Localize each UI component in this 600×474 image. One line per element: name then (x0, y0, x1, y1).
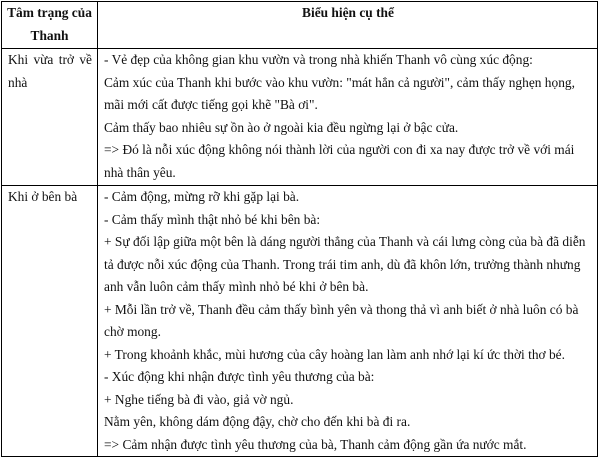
content-line: + Sự đối lập giữa một bên là dáng người thẳng của Thanh và cái lưng còng của bà đã diễn tả được nỗi xúc động của Thanh. Trong trái tim anh, dù đã khôn lớn, trưởng thành nhưng anh vẫn luôn cảm thấy mình nhỏ bé khi ở bên bà. (104, 234, 586, 294)
content-line: - Xúc động khi nhận được tình yêu thương của bà: (104, 369, 375, 384)
content-line: - Vẻ đẹp của không gian khu vườn và trong nhà khiến Thanh vô cùng xúc động: (104, 52, 533, 67)
table-header-row (2, 2, 598, 49)
row-content-with-grandmother (98, 186, 598, 457)
content-line: + Mỗi lần trở về, Thanh đều cảm thấy bình yên và thong thả vì anh biết ở nhà luôn có bà chờ mong. (104, 301, 579, 339)
row-content-returning-home (98, 49, 598, 186)
content-line: - Cảm động, mừng rỡ khi gặp lại bà. (104, 189, 300, 204)
table-row (2, 49, 598, 186)
content-line: + Nghe tiếng bà đi vào, giả vờ ngủ. (104, 391, 294, 407)
content-line: Cảm thấy bao nhiêu sự ồn ào ở ngoài kia đều ngừng lại ở bậc cửa. (104, 119, 459, 135)
comparison-table (1, 1, 598, 457)
content-line: => Đó là nỗi xúc động không nói thành lời của người con đi xa nay được trở về với mái nhà thân yêu. (104, 142, 575, 180)
row-label-returning-home: Khi vừa trở về nhà (2, 49, 98, 186)
content-line: Nằm yên, không dám động đậy, chờ cho đến khi bà đi ra. (104, 414, 411, 429)
header-expression: Biểu hiện cụ thể (98, 2, 598, 49)
row-label-with-grandmother: Khi ở bên bà (2, 186, 98, 457)
content-line: - Cảm thấy mình thật nhỏ bé khi bên bà: (104, 211, 321, 227)
table-row (2, 186, 598, 457)
content-line: Cảm xúc của Thanh khi bước vào khu vườn: "mát hẳn cả người", cảm thấy nghẹn họng, mãi mới cất được tiếng gọi khẽ "Bà ơi". (104, 74, 575, 112)
header-mood: Tâm trạng của Thanh (2, 2, 98, 49)
content-line: => Cảm nhận được tình yêu thương của bà, Thanh cảm động gần ứa nước mắt. (104, 436, 527, 452)
content-line: + Trong khoảnh khắc, mùi hương của cây hoàng lan làm anh nhớ lại kí ức thời thơ bé. (104, 346, 565, 362)
